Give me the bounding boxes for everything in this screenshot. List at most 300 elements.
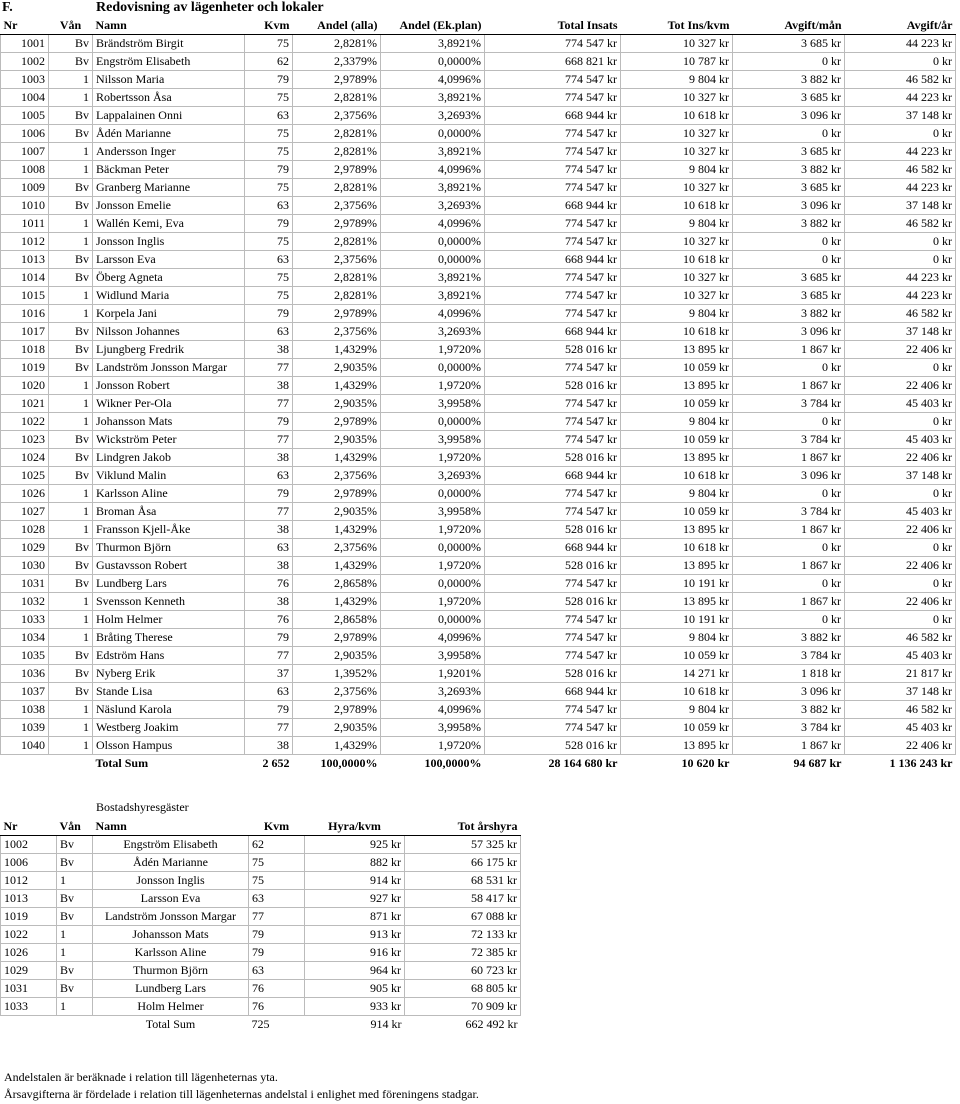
column-header-name: Namn xyxy=(93,818,249,836)
cell-apt-nr: 1007 xyxy=(1,143,49,161)
cell-deposit-per-sqm: 13 895 kr xyxy=(621,341,733,359)
cell-apt-nr: 1031 xyxy=(1,575,49,593)
cell-total-deposit: 774 547 kr xyxy=(485,719,621,737)
cell-name: Jonsson Inglis xyxy=(93,233,245,251)
table-row xyxy=(1,575,956,593)
cell-total-deposit: 774 547 kr xyxy=(485,287,621,305)
cell-total-deposit: 528 016 kr xyxy=(485,521,621,539)
footnote-share: Andelstalen är beräknade i relation till lägenheternas yta. xyxy=(4,1070,278,1084)
column-header-share-plan: Andel (Ek.plan) xyxy=(381,17,485,35)
cell-area-sqm: 37 xyxy=(245,665,293,683)
cell-fee-year: 46 582 kr xyxy=(845,701,956,719)
cell-share-all: 2,9789% xyxy=(293,161,381,179)
cell-fee-month: 3 096 kr xyxy=(733,197,845,215)
cell-deposit-per-sqm: 10 787 kr xyxy=(621,53,733,71)
cell-fee-month: 0 kr xyxy=(733,575,845,593)
cell-floor: 1 xyxy=(49,719,93,737)
cell-fee-month: 1 867 kr xyxy=(733,557,845,575)
cell-apt-nr: 1012 xyxy=(1,233,49,251)
cell-fee-year: 45 403 kr xyxy=(845,719,956,737)
cell-apt-nr: 1036 xyxy=(1,665,49,683)
cell-annual-rent: 66 175 kr xyxy=(405,854,521,872)
cell-floor: 1 xyxy=(49,521,93,539)
table-row xyxy=(1,593,956,611)
cell-rent-per-sqm: 882 kr xyxy=(305,854,405,872)
cell-deposit-per-sqm: 10 327 kr xyxy=(621,233,733,251)
cell-total-deposit: 528 016 kr xyxy=(485,377,621,395)
cell-total-deposit: 774 547 kr xyxy=(485,575,621,593)
cell-deposit-per-sqm: 14 271 kr xyxy=(621,665,733,683)
cell-apt-nr: 1010 xyxy=(1,197,49,215)
cell-deposit-per-sqm: 10 327 kr xyxy=(621,125,733,143)
cell-total-deposit: 668 821 kr xyxy=(485,53,621,71)
cell-fee-month: 3 096 kr xyxy=(733,323,845,341)
cell-apt-nr: 1033 xyxy=(1,611,49,629)
cell-apt-nr: 1009 xyxy=(1,179,49,197)
cell-fee-month: 1 867 kr xyxy=(733,341,845,359)
cell-area-sqm: 63 xyxy=(245,197,293,215)
cell-rent-per-sqm: 916 kr xyxy=(305,944,405,962)
table-row xyxy=(1,836,521,854)
cell-deposit-per-sqm: 10 618 kr xyxy=(621,323,733,341)
cell-area-sqm: 63 xyxy=(245,683,293,701)
cell-name: Johansson Mats xyxy=(93,413,245,431)
cell-share-all: 1,4329% xyxy=(293,377,381,395)
cell-floor: Bv xyxy=(57,962,93,980)
cell-name: Korpela Jani xyxy=(93,305,245,323)
cell-fee-year: 46 582 kr xyxy=(845,629,956,647)
cell-deposit-per-sqm: 10 191 kr xyxy=(621,611,733,629)
cell-total-deposit: 528 016 kr xyxy=(485,449,621,467)
cell-fee-month: 3 784 kr xyxy=(733,719,845,737)
cell-name: Larsson Eva xyxy=(93,890,249,908)
total-total-deposit: 28 164 680 kr xyxy=(548,756,618,770)
cell-apt-nr: 1029 xyxy=(1,539,49,557)
cell-apt-nr: 1028 xyxy=(1,521,49,539)
cell-area-sqm: 77 xyxy=(245,503,293,521)
table-row xyxy=(1,233,956,251)
table-row xyxy=(1,890,521,908)
table-row xyxy=(1,143,956,161)
cell-floor: Bv xyxy=(49,53,93,71)
cell-area-sqm: 75 xyxy=(245,125,293,143)
cell-total-deposit: 774 547 kr xyxy=(485,179,621,197)
cell-share-plan: 0,0000% xyxy=(381,53,485,71)
cell-fee-year: 22 406 kr xyxy=(845,737,956,755)
cell-fee-month: 3 685 kr xyxy=(733,35,845,53)
cell-area-sqm: 76 xyxy=(249,998,305,1016)
cell-fee-month: 1 867 kr xyxy=(733,449,845,467)
cell-name: Ådén Marianne xyxy=(93,854,249,872)
cell-apt-nr: 1038 xyxy=(1,701,49,719)
cell-fee-year: 45 403 kr xyxy=(845,431,956,449)
table-row xyxy=(1,251,956,269)
cell-share-all: 2,9789% xyxy=(293,485,381,503)
column-header-area-sqm: Kvm xyxy=(249,818,305,836)
cell-total-deposit: 774 547 kr xyxy=(485,647,621,665)
cell-fee-year: 22 406 kr xyxy=(845,341,956,359)
cell-share-all: 2,3756% xyxy=(293,197,381,215)
cell-fee-month: 0 kr xyxy=(733,125,845,143)
cell-apt-nr: 1019 xyxy=(1,908,57,926)
cell-total-deposit: 774 547 kr xyxy=(485,305,621,323)
cell-fee-month: 3 685 kr xyxy=(733,89,845,107)
cell-total-deposit: 668 944 kr xyxy=(485,197,621,215)
cell-name: Jonsson Robert xyxy=(93,377,245,395)
cell-share-all: 1,4329% xyxy=(293,449,381,467)
cell-share-plan: 3,2693% xyxy=(381,107,485,125)
total-share-all: 100,0000% xyxy=(320,756,378,770)
total-row xyxy=(1,1016,521,1034)
cell-fee-year: 0 kr xyxy=(845,413,956,431)
cell-name: Öberg Agneta xyxy=(93,269,245,287)
cell-floor: Bv xyxy=(49,539,93,557)
cell-apt-nr: 1040 xyxy=(1,737,49,755)
cell-apt-nr: 1013 xyxy=(1,251,49,269)
cell-area-sqm: 63 xyxy=(245,323,293,341)
cell-fee-year: 22 406 kr xyxy=(845,377,956,395)
cell-share-all: 2,8281% xyxy=(293,233,381,251)
cell-name: Karlsson Aline xyxy=(93,485,245,503)
cell-area-sqm: 79 xyxy=(245,71,293,89)
cell-share-all: 2,9789% xyxy=(293,215,381,233)
cell-total-deposit: 528 016 kr xyxy=(485,665,621,683)
cell-floor: Bv xyxy=(49,107,93,125)
table-row xyxy=(1,737,956,755)
cell-area-sqm: 76 xyxy=(245,611,293,629)
cell-fee-month: 0 kr xyxy=(733,413,845,431)
cell-annual-rent: 72 133 kr xyxy=(405,926,521,944)
cell-fee-year: 46 582 kr xyxy=(845,215,956,233)
cell-apt-nr: 1014 xyxy=(1,269,49,287)
cell-rent-per-sqm: 914 kr xyxy=(305,872,405,890)
cell-area-sqm: 77 xyxy=(245,719,293,737)
cell-name: Karlsson Aline xyxy=(93,944,249,962)
cell-share-all: 1,4329% xyxy=(293,593,381,611)
cell-apt-nr: 1002 xyxy=(1,836,57,854)
cell-deposit-per-sqm: 10 618 kr xyxy=(621,539,733,557)
column-header-total-deposit: Total Insats xyxy=(485,17,621,35)
cell-name: Nilsson Maria xyxy=(93,71,245,89)
cell-fee-month: 0 kr xyxy=(733,611,845,629)
cell-floor: Bv xyxy=(49,359,93,377)
cell-floor: Bv xyxy=(49,467,93,485)
cell-fee-month: 3 685 kr xyxy=(733,269,845,287)
cell-apt-nr: 1011 xyxy=(1,215,49,233)
cell-share-plan: 0,0000% xyxy=(381,251,485,269)
cell-fee-month: 3 882 kr xyxy=(733,161,845,179)
column-header-floor: Vån xyxy=(57,818,93,836)
column-header-rent-per-sqm: Hyra/kvm xyxy=(305,818,405,836)
cell-share-all: 2,3756% xyxy=(293,539,381,557)
cell-area-sqm: 77 xyxy=(249,908,305,926)
cell-deposit-per-sqm: 13 895 kr xyxy=(621,593,733,611)
cell-share-plan: 3,8921% xyxy=(381,143,485,161)
table-row xyxy=(1,179,956,197)
cell-apt-nr: 1024 xyxy=(1,449,49,467)
table-row xyxy=(1,377,956,395)
cell-floor: Bv xyxy=(57,836,93,854)
cell-name: Stande Lisa xyxy=(93,683,245,701)
cell-fee-year: 37 148 kr xyxy=(845,323,956,341)
cell-deposit-per-sqm: 13 895 kr xyxy=(621,737,733,755)
cell-area-sqm: 75 xyxy=(245,89,293,107)
cell-area-sqm: 63 xyxy=(249,962,305,980)
cell-area-sqm: 38 xyxy=(245,737,293,755)
table-row xyxy=(1,485,956,503)
cell-fee-year: 22 406 kr xyxy=(845,557,956,575)
cell-name: Granberg Marianne xyxy=(93,179,245,197)
cell-apt-nr: 1035 xyxy=(1,647,49,665)
cell-area-sqm: 79 xyxy=(245,215,293,233)
cell-area-sqm: 79 xyxy=(245,485,293,503)
cell-fee-year: 46 582 kr xyxy=(845,71,956,89)
cell-area-sqm: 63 xyxy=(245,107,293,125)
cell-name: Olsson Hampus xyxy=(93,737,245,755)
table-row xyxy=(1,161,956,179)
cell-share-all: 2,8281% xyxy=(293,179,381,197)
cell-name: Näslund Karola xyxy=(93,701,245,719)
cell-total-deposit: 774 547 kr xyxy=(485,431,621,449)
cell-rent-per-sqm: 925 kr xyxy=(305,836,405,854)
cell-floor: Bv xyxy=(49,125,93,143)
cell-apt-nr: 1013 xyxy=(1,890,57,908)
cell-apt-nr: 1003 xyxy=(1,71,49,89)
cell-name: Engström Elisabeth xyxy=(93,53,245,71)
table-row xyxy=(1,980,521,998)
cell-area-sqm: 77 xyxy=(245,431,293,449)
cell-total-deposit: 774 547 kr xyxy=(485,161,621,179)
cell-apt-nr: 1026 xyxy=(1,485,49,503)
table-row xyxy=(1,611,956,629)
cell-fee-month: 3 096 kr xyxy=(733,107,845,125)
cell-area-sqm: 38 xyxy=(245,377,293,395)
cell-total-deposit: 774 547 kr xyxy=(485,413,621,431)
cell-rent-per-sqm: 933 kr xyxy=(305,998,405,1016)
cell-share-plan: 1,9720% xyxy=(381,377,485,395)
cell-floor: 1 xyxy=(49,215,93,233)
cell-area-sqm: 79 xyxy=(245,701,293,719)
cell-share-all: 2,9789% xyxy=(293,71,381,89)
table-row xyxy=(1,269,956,287)
table-row xyxy=(1,89,956,107)
cell-share-all: 2,9035% xyxy=(293,647,381,665)
cell-floor: 1 xyxy=(49,377,93,395)
cell-name: Landström Jonsson Margar xyxy=(93,908,249,926)
cell-share-all: 2,8281% xyxy=(293,143,381,161)
cell-area-sqm: 62 xyxy=(249,836,305,854)
total-fee-month: 94 687 kr xyxy=(793,756,842,770)
column-header-deposit-per-sqm: Tot Ins/kvm xyxy=(621,17,733,35)
cell-fee-year: 46 582 kr xyxy=(845,161,956,179)
cell-share-plan: 3,2693% xyxy=(381,197,485,215)
cell-floor: Bv xyxy=(49,557,93,575)
total-fee-year: 1 136 243 kr xyxy=(889,756,953,770)
cell-share-plan: 3,8921% xyxy=(381,287,485,305)
cell-name: Lundberg Lars xyxy=(93,575,245,593)
column-header-share-all: Andel (alla) xyxy=(293,17,381,35)
cell-fee-month: 3 096 kr xyxy=(733,467,845,485)
cell-floor: Bv xyxy=(57,980,93,998)
table-row xyxy=(1,872,521,890)
cell-apt-nr: 1015 xyxy=(1,287,49,305)
rental-section-title: Bostadshyresgäster xyxy=(96,800,189,814)
cell-share-plan: 4,0996% xyxy=(381,305,485,323)
cell-name: Viklund Malin xyxy=(93,467,245,485)
cell-share-all: 2,8281% xyxy=(293,35,381,53)
cell-name: Widlund Maria xyxy=(93,287,245,305)
cell-share-all: 2,3756% xyxy=(293,467,381,485)
cell-floor: Bv xyxy=(49,647,93,665)
cell-apt-nr: 1001 xyxy=(1,35,49,53)
table-row xyxy=(1,71,956,89)
cell-name: Andersson Inger xyxy=(93,143,245,161)
cell-fee-month: 1 867 kr xyxy=(733,593,845,611)
cell-fee-year: 22 406 kr xyxy=(845,449,956,467)
cell-name: Edström Hans xyxy=(93,647,245,665)
page-title: Redovisning av lägenheter och lokaler xyxy=(96,0,324,15)
cell-area-sqm: 75 xyxy=(245,35,293,53)
cell-share-all: 2,9035% xyxy=(293,359,381,377)
column-header-name: Namn xyxy=(93,17,245,35)
table-row xyxy=(1,926,521,944)
cell-fee-year: 44 223 kr xyxy=(845,287,956,305)
cell-apt-nr: 1034 xyxy=(1,629,49,647)
cell-share-plan: 1,9720% xyxy=(381,737,485,755)
cell-fee-year: 44 223 kr xyxy=(845,143,956,161)
cell-name: Lindgren Jakob xyxy=(93,449,245,467)
cell-apt-nr: 1002 xyxy=(1,53,49,71)
column-header-apt-nr: Nr xyxy=(1,17,49,35)
cell-total-deposit: 774 547 kr xyxy=(485,71,621,89)
cell-share-plan: 0,0000% xyxy=(381,359,485,377)
cell-share-plan: 3,9958% xyxy=(381,395,485,413)
table-row xyxy=(1,539,956,557)
cell-share-all: 2,3756% xyxy=(293,251,381,269)
cell-area-sqm: 77 xyxy=(245,395,293,413)
cell-total-deposit: 774 547 kr xyxy=(485,215,621,233)
cell-share-all: 2,9789% xyxy=(293,701,381,719)
cell-name: Landström Jonsson Margar xyxy=(93,359,245,377)
cell-fee-year: 45 403 kr xyxy=(845,395,956,413)
column-header-floor: Vån xyxy=(49,17,93,35)
cell-total-deposit: 774 547 kr xyxy=(485,89,621,107)
cell-floor: 1 xyxy=(49,143,93,161)
cell-apt-nr: 1006 xyxy=(1,854,57,872)
cell-floor: 1 xyxy=(49,413,93,431)
table-row xyxy=(1,107,956,125)
cell-total-deposit: 774 547 kr xyxy=(485,485,621,503)
cell-deposit-per-sqm: 9 804 kr xyxy=(621,413,733,431)
total-deposit-per-sqm: 10 620 kr xyxy=(681,756,730,770)
cell-deposit-per-sqm: 10 618 kr xyxy=(621,197,733,215)
cell-floor: Bv xyxy=(49,35,93,53)
cell-apt-nr: 1005 xyxy=(1,107,49,125)
cell-deposit-per-sqm: 10 059 kr xyxy=(621,719,733,737)
cell-share-plan: 3,8921% xyxy=(381,179,485,197)
cell-total-deposit: 528 016 kr xyxy=(485,737,621,755)
total-apt-nr xyxy=(1,1016,57,1034)
cell-total-deposit: 774 547 kr xyxy=(485,143,621,161)
cell-share-plan: 1,9720% xyxy=(381,557,485,575)
cell-name: Lappalainen Onni xyxy=(93,107,245,125)
cell-share-all: 1,4329% xyxy=(293,557,381,575)
cell-share-plan: 0,0000% xyxy=(381,485,485,503)
cell-name: Wickström Peter xyxy=(93,431,245,449)
cell-deposit-per-sqm: 9 804 kr xyxy=(621,305,733,323)
cell-total-deposit: 774 547 kr xyxy=(485,611,621,629)
cell-fee-year: 44 223 kr xyxy=(845,89,956,107)
cell-fee-year: 45 403 kr xyxy=(845,647,956,665)
cell-apt-nr: 1037 xyxy=(1,683,49,701)
cell-floor: 1 xyxy=(49,233,93,251)
cell-fee-year: 22 406 kr xyxy=(845,593,956,611)
cell-total-deposit: 774 547 kr xyxy=(485,233,621,251)
cell-fee-year: 37 148 kr xyxy=(845,683,956,701)
cell-name: Holm Helmer xyxy=(93,998,249,1016)
cell-share-all: 2,9035% xyxy=(293,719,381,737)
cell-total-deposit: 774 547 kr xyxy=(485,269,621,287)
cell-deposit-per-sqm: 10 327 kr xyxy=(621,287,733,305)
cell-fee-year: 0 kr xyxy=(845,125,956,143)
cell-share-all: 2,8281% xyxy=(293,89,381,107)
cell-deposit-per-sqm: 10 327 kr xyxy=(621,35,733,53)
cell-apt-nr: 1019 xyxy=(1,359,49,377)
cell-fee-year: 44 223 kr xyxy=(845,35,956,53)
cell-total-deposit: 774 547 kr xyxy=(485,35,621,53)
cell-deposit-per-sqm: 9 804 kr xyxy=(621,701,733,719)
cell-annual-rent: 68 805 kr xyxy=(405,980,521,998)
cell-area-sqm: 75 xyxy=(245,287,293,305)
cell-area-sqm: 76 xyxy=(245,575,293,593)
cell-area-sqm: 38 xyxy=(245,341,293,359)
cell-apt-nr: 1004 xyxy=(1,89,49,107)
column-header-area-sqm: Kvm xyxy=(245,17,293,35)
cell-name: Svensson Kenneth xyxy=(93,593,245,611)
cell-apt-nr: 1020 xyxy=(1,377,49,395)
table-row xyxy=(1,431,956,449)
total-floor xyxy=(57,1016,93,1034)
cell-share-all: 2,9789% xyxy=(293,413,381,431)
cell-fee-year: 0 kr xyxy=(845,53,956,71)
cell-annual-rent: 72 385 kr xyxy=(405,944,521,962)
cell-floor: 1 xyxy=(49,737,93,755)
cell-area-sqm: 76 xyxy=(249,980,305,998)
cell-floor: Bv xyxy=(49,323,93,341)
cell-fee-month: 0 kr xyxy=(733,359,845,377)
cell-apt-nr: 1022 xyxy=(1,413,49,431)
cell-total-deposit: 528 016 kr xyxy=(485,341,621,359)
cell-floor: 1 xyxy=(49,629,93,647)
table-row xyxy=(1,467,956,485)
cell-deposit-per-sqm: 10 059 kr xyxy=(621,359,733,377)
cell-share-plan: 3,9958% xyxy=(381,431,485,449)
cell-share-plan: 3,2693% xyxy=(381,467,485,485)
cell-share-all: 2,9035% xyxy=(293,395,381,413)
cell-share-plan: 0,0000% xyxy=(381,575,485,593)
cell-floor: Bv xyxy=(49,449,93,467)
cell-fee-year: 0 kr xyxy=(845,539,956,557)
cell-deposit-per-sqm: 10 327 kr xyxy=(621,89,733,107)
cell-rent-per-sqm: 964 kr xyxy=(305,962,405,980)
cell-rent-per-sqm: 927 kr xyxy=(305,890,405,908)
cell-deposit-per-sqm: 9 804 kr xyxy=(621,215,733,233)
cell-total-deposit: 774 547 kr xyxy=(485,629,621,647)
cell-area-sqm: 77 xyxy=(245,359,293,377)
cell-floor: 1 xyxy=(57,944,93,962)
cell-floor: 1 xyxy=(49,395,93,413)
cell-fee-year: 37 148 kr xyxy=(845,107,956,125)
